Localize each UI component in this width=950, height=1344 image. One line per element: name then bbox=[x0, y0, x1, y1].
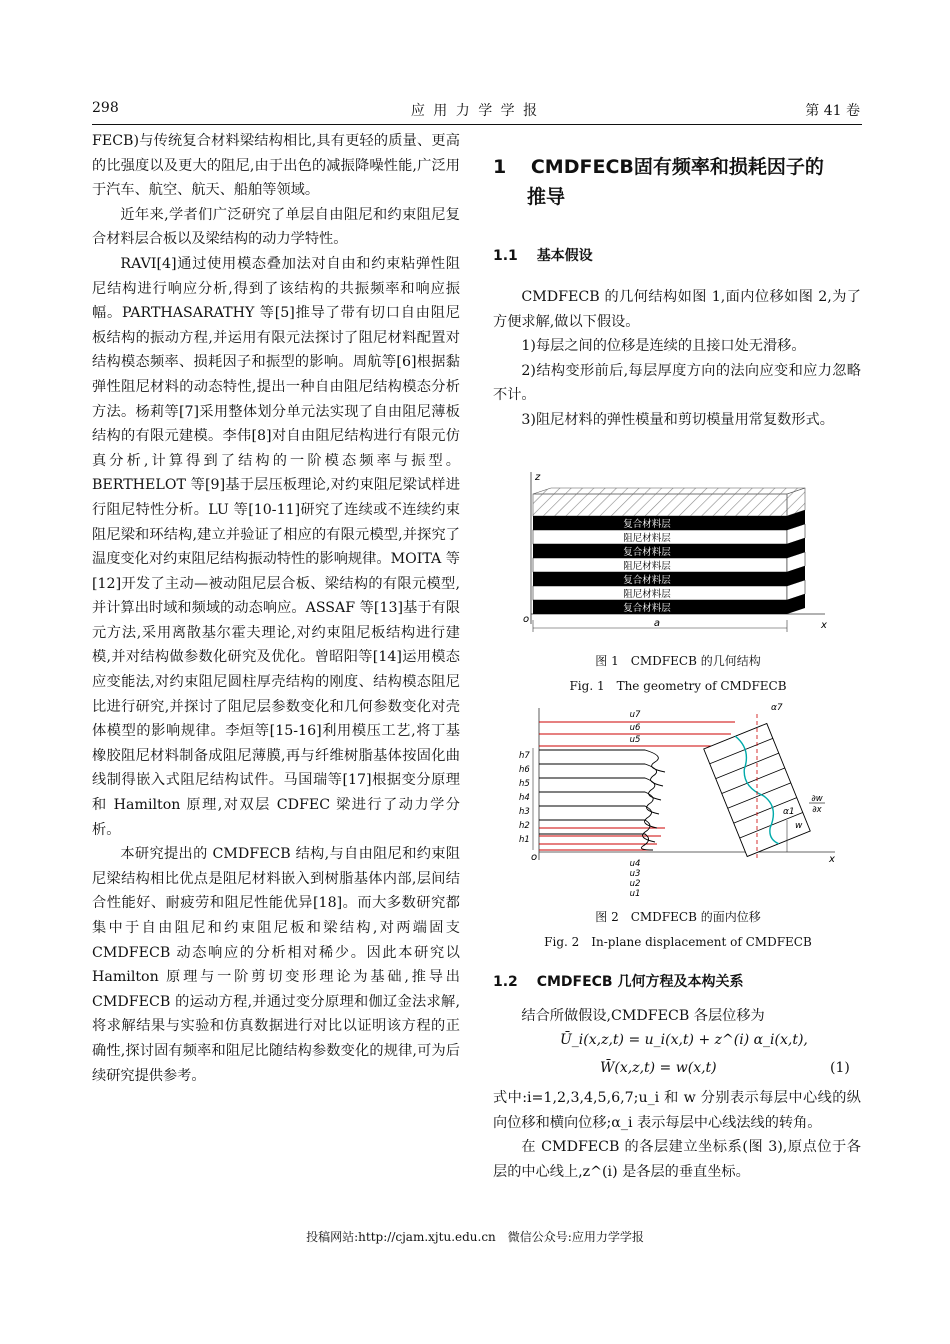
h-label: h5 bbox=[519, 779, 530, 789]
page-number: 298 bbox=[92, 100, 119, 116]
h-label: h3 bbox=[519, 807, 530, 817]
h-label: h4 bbox=[519, 793, 530, 803]
section-1-heading bbox=[493, 152, 824, 212]
layer-label: 阻尼材料层 bbox=[623, 589, 671, 600]
figure-2 bbox=[495, 700, 861, 900]
layer-label: 复合材料层 bbox=[623, 519, 671, 530]
top-hatched-layer bbox=[533, 494, 787, 516]
equation-1-line-2: W̄(x,z,t) = w(x,t) bbox=[600, 1060, 717, 1076]
paragraph: 式中:i=1,2,3,4,5,6,7;u_i 和 w 分别表示每层中心线的纵向位移和横向位移;α_i 表示每层中心线法线的转角。 bbox=[493, 1090, 861, 1131]
u-label: u7 bbox=[629, 710, 641, 720]
volume: 第 41 卷 bbox=[805, 103, 860, 119]
u-label: u4 bbox=[629, 859, 641, 869]
axis-x-label: x bbox=[821, 620, 827, 631]
section-number: 1 bbox=[493, 156, 507, 178]
section-1-2-heading bbox=[493, 971, 743, 991]
u-label: u3 bbox=[629, 869, 641, 879]
layer-label: 阻尼材料层 bbox=[623, 561, 671, 572]
equation-number: (1) bbox=[830, 1060, 850, 1076]
alpha1-label: α1 bbox=[783, 807, 795, 817]
layer-label: 复合材料层 bbox=[623, 547, 671, 558]
section-1-2-body bbox=[493, 1086, 861, 1184]
paragraph: 2)结构变形前后,每层厚度方向的法向应变和应力忽略不计。 bbox=[493, 362, 861, 404]
axis-z-label: z bbox=[535, 472, 541, 483]
paragraph: 在 CMDFECB 的各层建立坐标系(图 3),原点位于各层的中心线上,z^(i) 是各层的垂直坐标。 bbox=[493, 1139, 861, 1180]
subsection-title: CMDFECB 几何方程及本构关系 bbox=[536, 974, 744, 990]
origin-label: o bbox=[523, 614, 530, 625]
u-label: u6 bbox=[629, 723, 641, 733]
origin-label: o bbox=[531, 852, 538, 863]
paragraph: CMDFECB 的几何结构如图 1,面内位移如图 2,为了方便求解,做以下假设。 bbox=[493, 289, 861, 330]
h-label: h6 bbox=[519, 765, 530, 775]
section-1-2-intro bbox=[493, 1004, 861, 1029]
subsection-title: 基本假设 bbox=[536, 248, 593, 264]
paragraph: FECB)与传统复合材料梁结构相比,具有更轻的质量、更高的比强度以及更大的阻尼,由于出色的减振降噪性能,广泛用于汽车、航空、航天、船舶等领域。 bbox=[92, 133, 460, 199]
paragraph: 1)每层之间的位移是连续的且接口处无滑移。 bbox=[521, 338, 806, 355]
figure-2-caption-en: Fig. 2 In-plane displacement of CMDFECB bbox=[544, 935, 812, 949]
layer-label: 复合材料层 bbox=[623, 603, 671, 614]
w-label: w bbox=[795, 821, 803, 831]
left-column bbox=[92, 129, 460, 1088]
axis-x-label: x bbox=[829, 854, 835, 865]
figure-1 bbox=[495, 462, 861, 646]
paragraph: 近年来,学者们广泛研究了单层自由阻尼和约束阻尼复合材料层合板以及梁结构的动力学特性。 bbox=[92, 206, 460, 248]
slope-numerator: ∂w bbox=[811, 794, 823, 804]
h-label: h7 bbox=[519, 751, 530, 761]
layer-label: 复合材料层 bbox=[623, 575, 671, 586]
paragraph: RAVI[4]通过使用模态叠加法对自由和约束粘弹性阻尼结构进行响应分析,得到了该结构的共振频率和响应振幅。PARTHASARATHY 等[5]推导了带有切口自由阻尼板结构的振动方程,并运用有限元法探讨了阻尼材料配置对结构模态频率、损耗因子和振型的影响。周航等[6]根据黏弹性阻尼材料的动态特性,提出一种自由阻尼结构模态分析方法。杨莉等[7]采用整体划分单元法实现了自由阻尼薄板结构的有限元建模。李伟[8]对自由阻尼结构进行有限元仿真分析,计算得到了结构的一阶模态频率与振型。BERTHELOT 等[9]基于层压板理论,对约束阻尼梁试样进行阻尼特性分析。LU 等[10-11]研究了连续或不连续约束阻尼梁和环结构,建立并验证了相应的有限元模型,并探究了温度变化对约束阻尼结构振动特性的影响规律。MOITA 等[12]开发了主动—被动阻尼层合板、梁结构的有限元模型,并计算出时域和频域的动态响应。ASSAF 等[13]基于有限元方法,采用离散基尔霍夫理论,对约束阻尼板结构进行建模,并对结构做参数化研究及优化。曾昭阳等[14]运用模态应变能法,对约束阻尼圆柱厚壳结构的刚度、结构模态阻尼比进行研究,并探讨了阻尼层参数变化和几何参数变化对壳体模型的影响规律。李烜等[15-16]利用模压工艺,将丁基橡胶阻尼材料制备成阻尼薄膜,再与纤维树脂基体按固化曲线制得嵌入式阻尼结构试件。马国瑞等[17]根据变分原理和 Hamilton 原理,对双层 CDFEC 梁进行了动力学分析。 bbox=[92, 255, 460, 838]
paragraph: 结合所做假设,CMDFECB 各层位移为 bbox=[521, 1008, 765, 1024]
figure-1-caption-en: Fig. 1 The geometry of CMDFECB bbox=[569, 679, 787, 693]
h-label: h2 bbox=[519, 821, 530, 831]
figure-1-caption-cn: 图 1 CMDFECB 的几何结构 bbox=[595, 654, 761, 668]
paragraph: 3)阻尼材料的弹性模量和剪切模量用常复数形式。 bbox=[521, 411, 834, 428]
section-1-1-body bbox=[493, 285, 861, 433]
footer: 投稿网站:http://cjam.xjtu.edu.cn 微信公众号:应用力学学报 bbox=[306, 1230, 644, 1244]
u-label: u5 bbox=[629, 735, 641, 745]
dimension-a: a bbox=[653, 618, 661, 629]
layer-label: 阻尼材料层 bbox=[623, 533, 671, 544]
subsection-number: 1.1 bbox=[493, 248, 518, 264]
paragraph: 本研究提出的 CMDFECB 结构,与自由阻尼和约束阻尼梁结构相比优点是阻尼材料嵌入到树脂基体内部,层间结合性能好、耐疲劳和阻尼性能优异[18]。而大多数研究都集中于自由阻尼和约束阻尼板和梁结构,对两端固支 CMDFECB 动态响应的分析相对稀少。因此本研究以 Hamilton 原理与一阶剪切变形理论为基础,推导出 CMDFECB 的运动方程,并通过变分原理和伽辽金法求解,将求解结果与实验和仿真数据进行对比以证明该方程的正确性,探讨固有频率和阻尼比随结构参数变化的规律,可为后续研究提供参考。 bbox=[92, 846, 460, 1084]
section-1-1-heading bbox=[493, 245, 593, 265]
header-rule bbox=[92, 124, 862, 125]
subsection-number: 1.2 bbox=[493, 974, 518, 990]
journal-title: 应 用 力 学 学 报 bbox=[410, 103, 540, 119]
section-title: CMDFECB固有频率和损耗因子的 bbox=[530, 156, 824, 178]
equation-1-line-1: Ū_i(x,z,t) = u_i(x,t) + z^(i) α_i(x,t), bbox=[560, 1032, 808, 1048]
figure-2-caption-cn: 图 2 CMDFECB 的面内位移 bbox=[595, 910, 761, 924]
alpha7-label: α7 bbox=[771, 703, 783, 713]
u-label: u2 bbox=[629, 879, 641, 889]
h-label: h1 bbox=[519, 835, 530, 845]
u-label: u1 bbox=[629, 889, 641, 899]
section-title-cont: 推导 bbox=[527, 186, 566, 208]
slope-denominator: ∂x bbox=[812, 805, 822, 815]
